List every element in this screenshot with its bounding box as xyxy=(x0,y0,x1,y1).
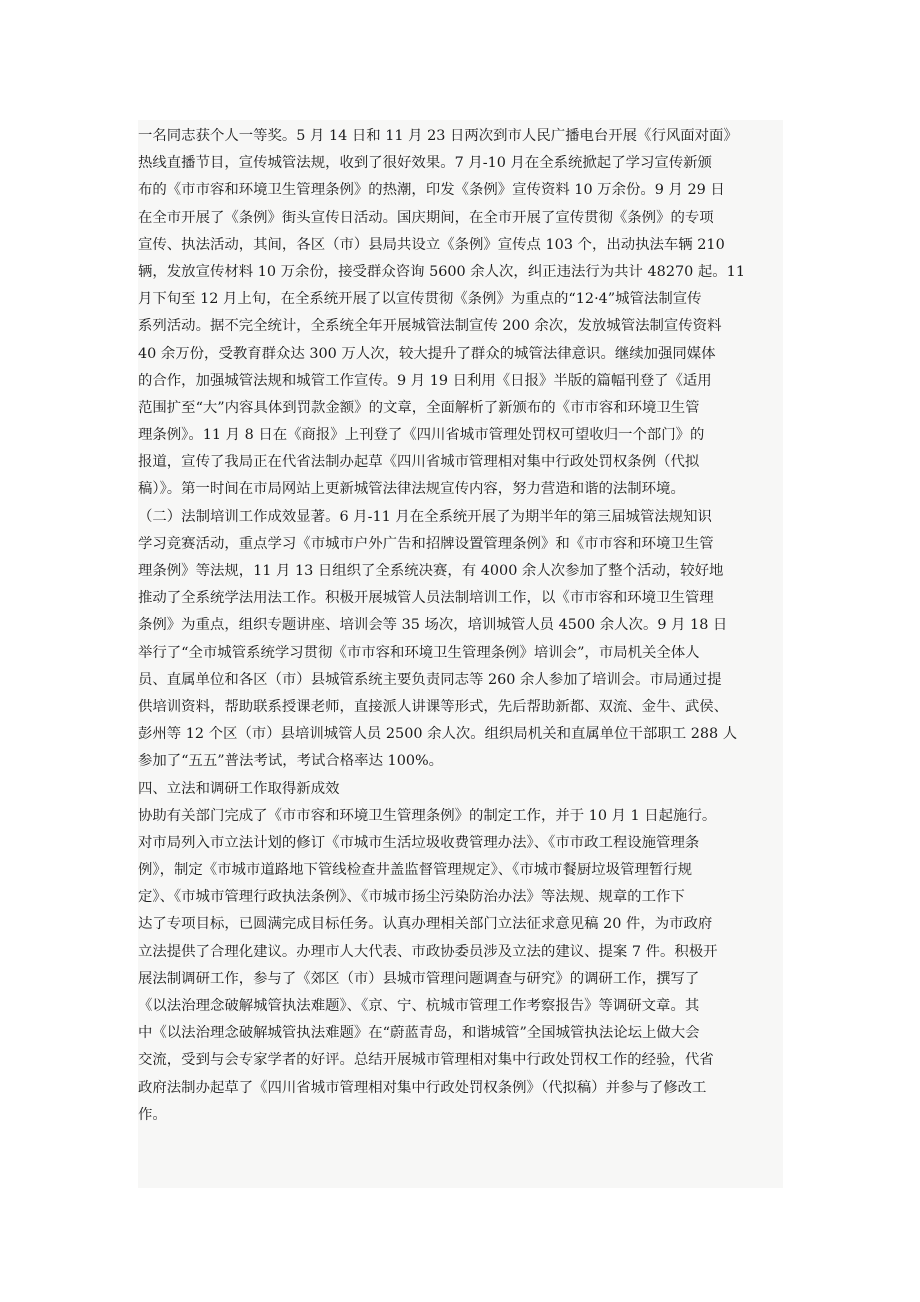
text-line: 宣传、执法活动，其间，各区（市）县局共设立《条例》宣传点 103 个，出动执法车辆 210 xyxy=(138,236,725,253)
text-line: 《以法治理念破解城管执法难题》、《京、宁、杭城市管理工作考察报告》等调研文章。其 xyxy=(138,998,700,1014)
text-line: 中《以法治理念破解城管执法难题》在“蔚蓝青岛，和谐城管”全国城管执法论坛上做大会 xyxy=(138,1025,700,1042)
text-line: 理条例》等法规，11 月 13 日组织了全系统决赛，有 4000 余人次参加了整个活动，较好地 xyxy=(138,563,724,579)
text-line: 推动了全系统学法用法工作。积极开展城管人员法制培训工作，以《市市容和环境卫生管理 xyxy=(138,590,714,607)
text-line: 的合作，加强城管法规和城管工作宣传。9 月 19 日利用《日报》半版的篇幅刊登了《适用 xyxy=(138,372,712,389)
text-line: 政府法制办起草了《四川省城市管理相对集中行政处罚权条例》（代拟稿）并参与了修改工 xyxy=(138,1079,707,1096)
section-heading: （二）法制培训工作成效显著。6 月-11 月在全系统开展了为期半年的第三届城管法规知识 xyxy=(138,508,712,525)
text-line: 对市局列入市立法计划的修订《市城市生活垃圾收费管理办法》、《市市政工程设施管理条 xyxy=(138,834,700,851)
text-line: 系列活动。据不完全统计，全系统全年开展城管法制宣传 200 余次，发放城管法制宣传资料 xyxy=(138,318,722,335)
text-line: 作。 xyxy=(138,1106,167,1123)
text-line: 定》、《市城市管理行政执法条例》、《市城市扬尘污染防治办法》等法规、规章的工作下 xyxy=(138,889,685,906)
text-line: 协助有关部门完成了《市市容和环境卫生管理条例》的制定工作，并于 10 月 1 日起施行。 xyxy=(138,807,717,824)
text-line: 学习竞赛活动，重点学习《市城市户外广告和招牌设置管理条例》和《市市容和环境卫生管 xyxy=(138,535,714,552)
text-line: 条例》为重点，组织专题讲座、培训会等 35 场次，培训城管人员 4500 余人次。9 月 18 日 xyxy=(138,617,728,634)
text-line: 例》，制定《市城市道路地下管线检查井盖监督管理规定》、《市城市餐厨垃圾管理暂行规 xyxy=(138,862,693,879)
section-heading: 四、立法和调研工作取得新成效 xyxy=(138,780,340,797)
text-line: 在全市开展了《条例》街头宣传日活动。国庆期间，在全市开展了宣传贯彻《条例》的专项 xyxy=(138,209,714,226)
text-line: 报道，宣传了我局正在代省法制办起草《四川省城市管理相对集中行政处罚权条例（代拟 xyxy=(138,454,700,471)
text-line: 供培训资料，帮助联系授课老师，直接派人讲课等形式，先后帮助新都、双流、金牛、武侯、 xyxy=(138,698,729,715)
text-line: 布的《市市容和环境卫生管理条例》的热潮，印发《条例》宣传资料 10 万余份。9 月 29 日 xyxy=(138,182,725,199)
text-line: 员、直属单位和各区（市）县城管系统主要负责同志等 260 余人参加了培训会。市局通过提 xyxy=(138,671,722,688)
text-line: 范围扩至“大”内容具体到罚款金额》的文章，全面解析了新颁布的《市市容和环境卫生管 xyxy=(138,399,700,416)
text-line: 一名同志获个人一等奖。5 月 14 日和 11 月 23 日两次到市人民广播电台开展《行风面对面》 xyxy=(138,128,738,144)
text-line: 立法提供了合理化建议。办理市人大代表、市政协委员涉及立法的建议、提案 7 件。积极开 xyxy=(138,943,718,960)
text-line: 月下旬至 12 月上旬，在全系统开展了以宣传贯彻《条例》为重点的“12·4”城管法制宣传 xyxy=(138,291,702,308)
text-line: 彭州等 12 个区（市）县培训城管人员 2500 余人次。组织局机关和直属单位干部职工 288 人 xyxy=(138,726,738,743)
text-line: 展法制调研工作，参与了《郊区（市）县城市管理问题调查与研究》的调研工作，撰写了 xyxy=(138,970,700,987)
text-line: 辆，发放宣传材料 10 万余份，接受群众咨询 5600 余人次，纠正违法行为共计 48270 起。11 xyxy=(138,263,745,280)
text-line: 交流，受到与会专家学者的好评。总结开展城市管理相对集中行政处罚权工作的经验，代省 xyxy=(138,1052,714,1069)
text-line: 稿）》。第一时间在市局网站上更新城管法律法规宣传内容，努力营造和谐的法制环境。 xyxy=(138,481,685,498)
document-body xyxy=(138,123,798,1129)
text-line: 40 余万份，受教育群众达 300 万人次，较大提升了群众的城管法律意识。继续加强同媒体 xyxy=(138,345,716,362)
text-line: 理条例》。11 月 8 日在《商报》上刊登了《四川省城市管理处罚权可望收归一个部门》的 xyxy=(138,427,705,444)
text-line: 举行了“全市城管系统学习贯彻《市市容和环境卫生管理条例》培训会”，市局机关全体人 xyxy=(138,644,700,661)
text-line: 参加了“五五”普法考试，考试合格率达 100%。 xyxy=(138,753,444,770)
text-line: 达了专项目标，已圆满完成目标任务。认真办理相关部门立法征求意见稿 20 件，为市政府 xyxy=(138,916,713,933)
text-line: 热线直播节目，宣传城管法规，收到了很好效果。7 月-10 月在全系统掀起了学习宣传新颁 xyxy=(138,155,712,172)
